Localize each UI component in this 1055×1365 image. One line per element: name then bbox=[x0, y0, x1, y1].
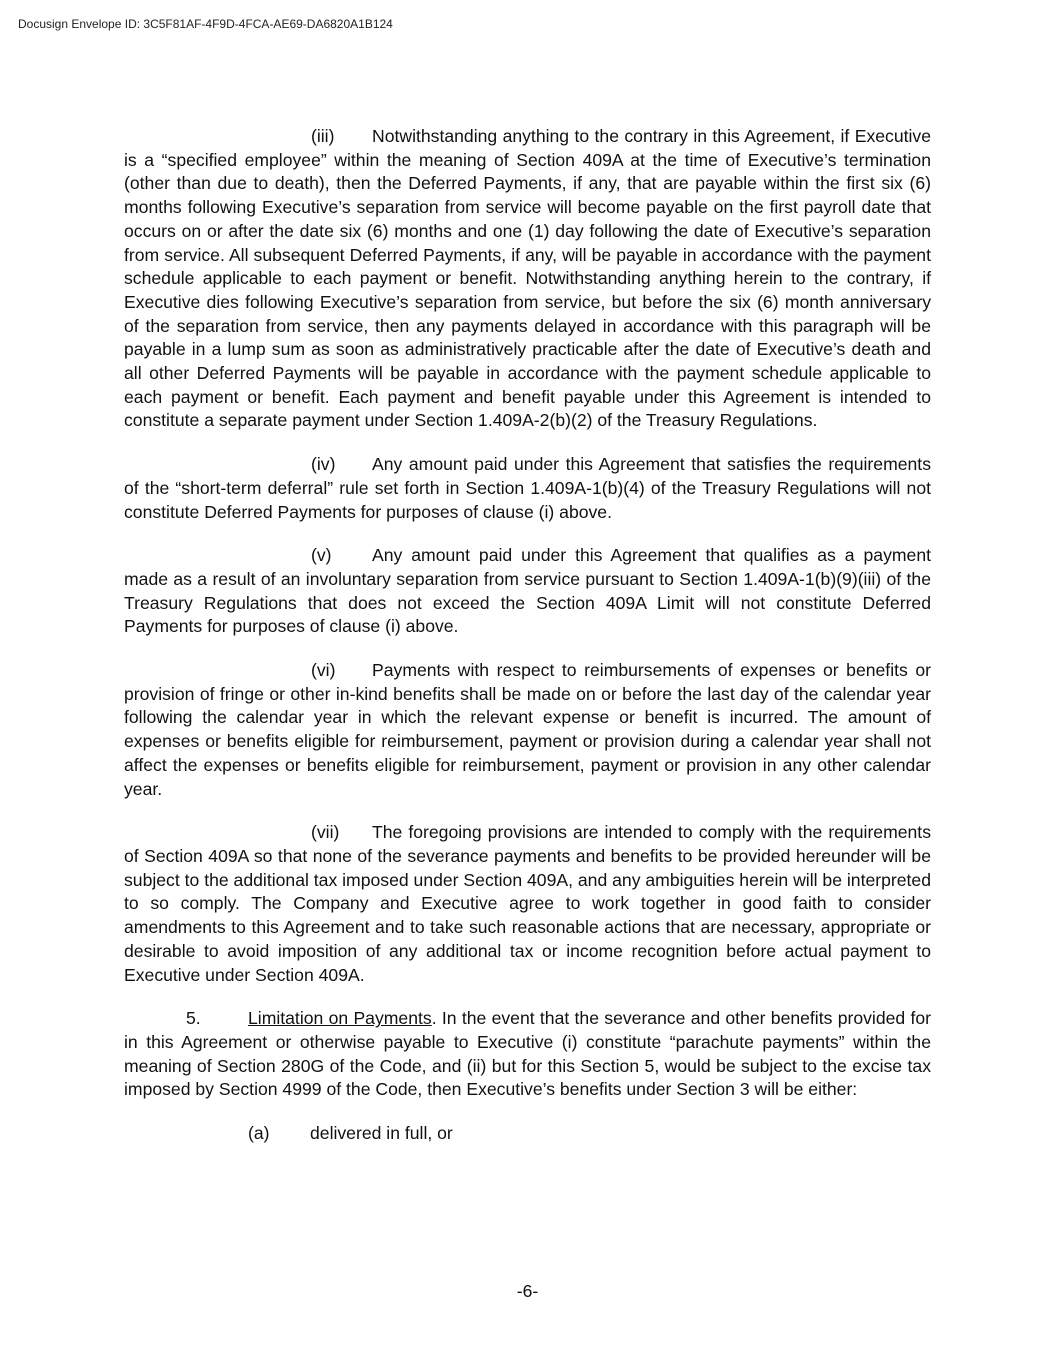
paragraph-vi bbox=[124, 659, 931, 801]
item-label: (a) bbox=[248, 1123, 270, 1144]
paragraph-vii bbox=[124, 821, 931, 987]
item-a bbox=[248, 1122, 931, 1146]
clause-label: (iv) bbox=[311, 454, 336, 475]
clause-label: (vi) bbox=[311, 660, 336, 681]
paragraph-v bbox=[124, 544, 931, 639]
clause-text: Any amount paid under this Agreement that qualifies as a payment made as a result of an involuntary separation from service pursuant to Section 1.409A-1(b)(9)(iii) of the Treasury Regulations that does not exceed the Section 409A Limit will not constitute Deferred Payments for purposes of clause (i) above. bbox=[124, 545, 931, 637]
item-text: delivered in full, or bbox=[310, 1123, 453, 1144]
clause-label: (iii) bbox=[311, 126, 335, 146]
section-text: . In the event that the severance and other benefits provided for in this Agreement or otherwise payable to Executive (i) constitute “parachute payments” within the meaning of Section 280G of the Code, and (ii) but for this Section 5, would be subject to the excise tax imposed by Section 4999 of the Code, then Executive’s benefits under Section 3 will be either: bbox=[124, 1008, 932, 1100]
paragraph-iii bbox=[124, 125, 931, 433]
clause-text: Any amount paid under this Agreement that satisfies the requirements of the “short-term deferral” rule set forth in Section 1.409A-1(b)(4) of the Treasury Regulations will not constitute Deferred Payments for purposes of clause (i) above. bbox=[124, 454, 931, 522]
page-number: -6- bbox=[516, 1281, 539, 1301]
section-number: 5. bbox=[186, 1008, 201, 1029]
document-body bbox=[124, 125, 931, 1146]
clause-text: Payments with respect to reimbursements of expenses or benefits or provision of fringe or other in-kind benefits shall be made on or before the last day of the calendar year following the calendar year in which the relevant expense or benefit is incurred. The amount of expenses or benefits eligible for reimbursement, payment or provision during a calendar year shall not affect the expenses or benefits eligible for reimbursement, payment or provision in any other calendar year. bbox=[124, 660, 931, 799]
section-5 bbox=[124, 1007, 931, 1102]
clause-label: (v) bbox=[311, 545, 332, 566]
paragraph-iv bbox=[124, 453, 931, 524]
envelope-id: Docusign Envelope ID: 3C5F81AF-4F9D-4FCA-AE69-DA6820A1B124 bbox=[18, 17, 393, 31]
section-heading: Limitation on Payments bbox=[248, 1008, 432, 1029]
clause-label: (vii) bbox=[311, 822, 340, 843]
clause-text: Notwithstanding anything to the contrary in this Agreement, if Executive is a “specified employee” within the meaning of Section 409A at the time of Executive’s termination (other than due to death), then the Deferred Payments, if any, that are payable within the first six (6) months following Executive’s separation from service will become payable on the first payroll date that occurs on or after the date six (6) months and one (1) day following the date of Executive’s separation from service. All subsequent Deferred Payments, if any, will be payable in accordance with the payment schedule applicable to each payment or benefit. Notwithstanding anything herein to the contrary, if Executive dies following Executive’s separation from service, but before the six (6) month anniversary of the separation from service, then any payments delayed in accordance with this paragraph will be payable in a lump sum as soon as administratively practicable after the date of Executive’s death and all other Deferred Payments will be payable in accordance with the payment schedule applicable to each payment or benefit. Each payment and benefit payable under this Agreement is intended to constitute a separate payment under Section 1.409A-2(b)(2) of the Treasury Regulations. bbox=[124, 126, 931, 431]
clause-text: The foregoing provisions are intended to comply with the requirements of Section 409A so that none of the severance payments and benefits to be provided hereunder will be subject to the additional tax imposed under Section 409A, and any ambiguities herein will be interpreted to so comply. The Company and Executive agree to work together in good faith to consider amendments to this Agreement and to take such reasonable actions that are necessary, appropriate or desirable to avoid imposition of any additional tax or income recognition before actual payment to Executive under Section 409A. bbox=[124, 822, 931, 985]
